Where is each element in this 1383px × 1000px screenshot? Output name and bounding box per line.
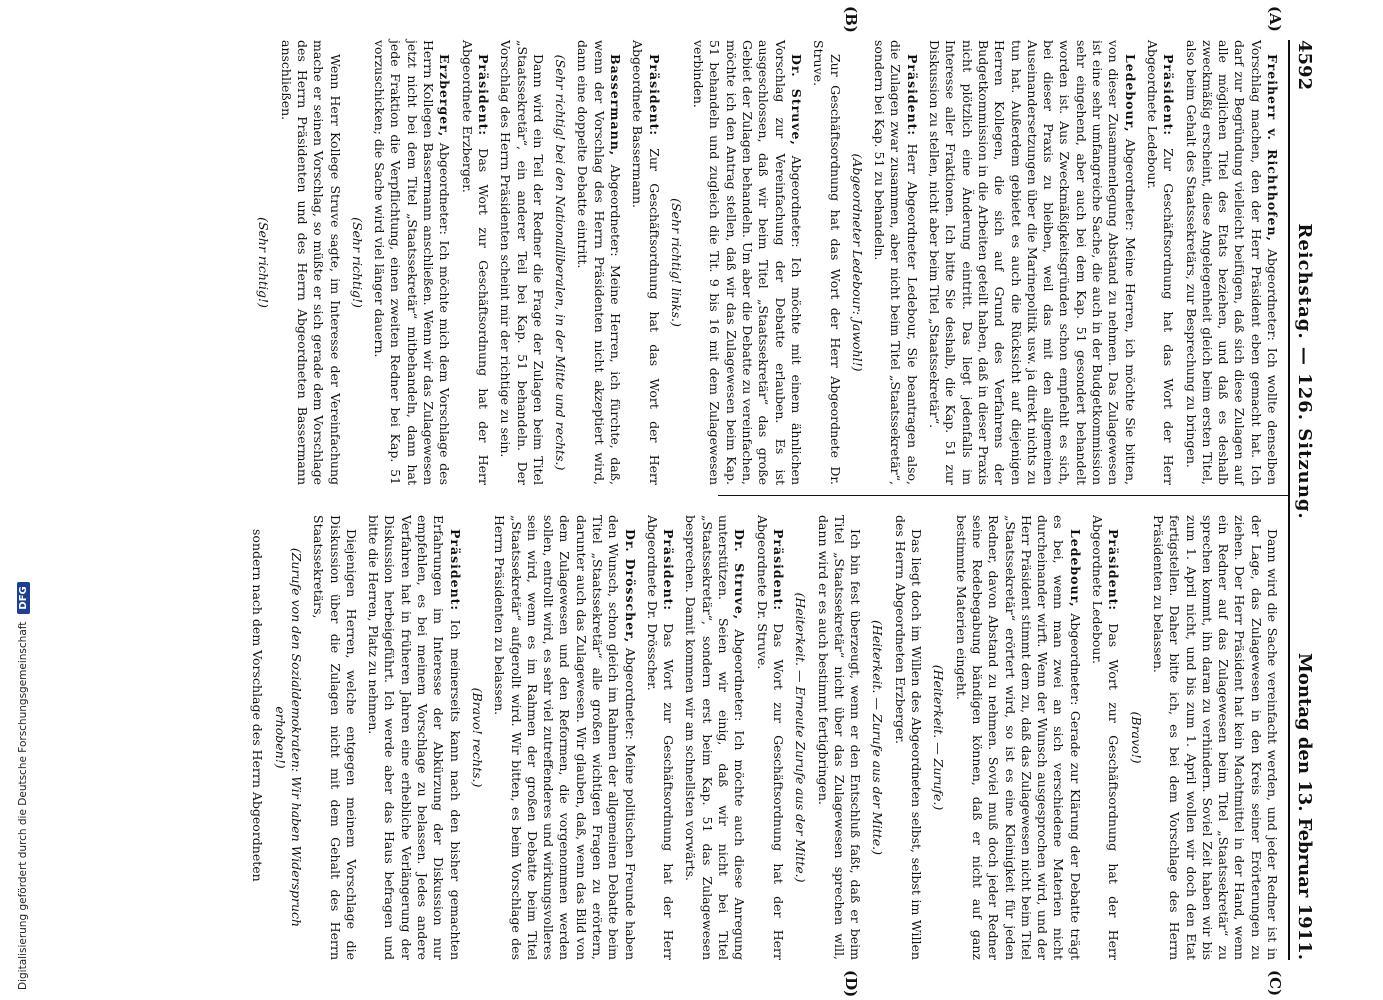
session-date: Montag den 13. Februar 1911. [1294, 652, 1316, 960]
paragraph [1182, 40, 1280, 485]
paragraph [371, 40, 452, 485]
paragraph [891, 515, 924, 960]
paragraph [869, 515, 885, 960]
paragraph [629, 40, 662, 485]
paragraph [952, 515, 1082, 960]
paragraph-text: Das Wort zur Geschäftsordnung hat der Herr Abgeordnete Erzberger. [459, 40, 491, 485]
margin-mark-c: (C) [1266, 970, 1284, 997]
paragraph-text: Wenn Herr Kollege Struve sagte, im Interesse der Vereinfachung mache er seinen Vorschlag, so müßte er sich gerade dem Vorschlage des Herrn Präsidenten und des Herrn Abgeordneten Bassermann anschließen. [278, 40, 343, 485]
margin-mark-b: (B) [842, 6, 860, 33]
paragraph-text: Ich meinerseits kann nach den bisher gemachten Erfahrungen im Interesse der Abkürzung der Diskussion nur empfehlen, es bei meinem Vorschlage zu belassen. Jedes andere Verfahren hat in früheren Jahren eine erhebliche Verlängerung der Diskussion herbeigeführt. Ich werde aber das Haus befragen und bitte die Herren, Platz zu nehmen. [366, 515, 463, 960]
speaker-name: Präsident: [1106, 529, 1122, 612]
page-header [1288, 40, 1320, 960]
speaker-name: Präsident: [1161, 54, 1177, 137]
speaker-name: Präsident: [475, 54, 491, 137]
speaker-name: Ledebour, [1067, 529, 1083, 608]
paragraph-text: Abgeordneter: Ich möchte auch diese Anregung unterstützen. Seien wir einig, daß wir nicht bei Titel „Staatssekretär“, sondern erst beim Kap. 51 das Zulagewesen besprechen. Damit kommen wir am schnellsten vorwärts. [683, 515, 748, 960]
speaker-name: Präsident: [661, 529, 677, 612]
paragraph-text: Das Wort zur Geschäftsordnung hat der Herr Abgeordnete Dr. Drösscher. [644, 515, 677, 960]
paragraph [491, 515, 638, 960]
right-text-column [243, 515, 1280, 960]
credit-text: Digitalisierung gefördert durch die Deutsche Forschungsgemeinschaft [17, 621, 29, 990]
paragraph [310, 515, 359, 960]
paragraph-text: (Bravo!) [1128, 711, 1144, 764]
paragraph [849, 40, 865, 485]
speaker-name: Ledebour, [1122, 54, 1138, 133]
paragraph-text: Abgeordneter: Meine Herren, ich fürchte, daß, wenn der Vorschlag des Herrn Präsidenten nicht akzeptiert wird, dann eine doppelte Debatte eintritt. [575, 40, 624, 485]
paragraph [271, 515, 304, 960]
paragraph [930, 515, 946, 960]
paragraph-text: Abgeordneter: Meine Herren, ich möchte Sie bitten, von dieser Zusammenlegung Abstand zu nehmen. Das Zulagewesen ist eine sehr umfangreiche Sache, die auch in der Budgetkommission sehr eingehend, aber auch bei dem Kap. 51 gesondert behandelt worden ist. Aus Zweckmäßigkeitsgründen schon empfiehlt es sich, bei dieser Praxis zu bleiben, weil das mit den allgemeinen Auseinandersetzungen über die Marinepolitik usw. ja direkt nichts zu tun hat. Außerdem gebietet es auch die Rücksicht auf diejenigen Herren Kollegen, die sich auf Grund des Verfahrens der Budgetkommission in die Arbeiten geteilt haben, daß in dieser Praxis nicht plötzlich eine Änderung eintritt. Das liegt jedenfalls im Interesse aller Fraktionen. Ich bitte Sie deshalb, die Kap. 51 zur Diskussion zu stellen, nicht aber beim Titel „Staatssekretär“. [927, 40, 1138, 485]
speaker-name: Dr. Struve, [732, 529, 748, 621]
paragraph [497, 40, 546, 485]
speaker-name: Erzberger, [437, 54, 453, 138]
paragraph [871, 40, 920, 485]
speaker-name: Freiherr v. Richthofen, [1265, 54, 1280, 242]
paragraph [1127, 515, 1143, 960]
paragraph-text: Das Wort zur Geschäftsordnung hat der Herr Abgeordnete Dr. Struve. [754, 515, 786, 960]
paragraph [814, 515, 863, 960]
paragraph-text: Das Wort zur Geschäftsordnung hat der Herr Abgeordnete Ledebour. [1090, 515, 1122, 960]
paragraph [249, 515, 265, 960]
paragraph [682, 515, 747, 960]
paragraph-text: Ich bin fest überzeugt, wenn er den Entschluß faßt, daß er beim Titel „Staatssekretär“ nicht über das Zulagewesen sprechen will, dann wird er es auch bestimmt fertigbringen. [815, 515, 864, 960]
paragraph-text: (Sehr richtig!) [349, 217, 365, 308]
paragraph [1144, 40, 1177, 485]
paragraph [753, 515, 786, 960]
paragraph-text: (Sehr richtig! links.) [668, 198, 684, 327]
paragraph-text: (Zurufe von den Sozialdemokraten: Wir haben Widerspruch erhoben!) [272, 547, 304, 928]
paragraph-text: Abgeordneter: Meine politischen Freunde haben den Wunsch, schon gleich im Rahmen der allgemeinen Debatte beim Titel „Staatssekretär“ alle großen wichtigen Fragen zu erörtern, darunter auch das Zulagewesen. Wir glauben, daß, wenn das Bild von dem Zulagewesen und den Reformen, die vorgenommen werden sollen, entrollt wird, es sehr viel zutreffenderes und wirkungsvolleres sein wird, wenn es im Rahmen der großen Debatte beim Titel „Staatssekretär“ aufgerollt wird. Wir bitten, es beim Vorschlage des Herrn Präsidenten zu belassen. [492, 515, 638, 960]
dfg-logo: DFG [17, 582, 30, 613]
speaker-name: Präsident: [447, 529, 463, 612]
paragraph-text: Abgeordneter: Ich möchte mit einem ähnlichen Vorschlag zur Vereinfachung der Debatte erlauben. Es ist ausgeschlossen, daß wir beim Titel „Staatssekretär“ das große Gebiet der Zulagen behandeln. Um aber die Debatte zu vereinfachen, möchte ich den Antrag stellen, daß wir das Zulagewesen beim Kap. 51 behandeln und zugleich die Tit. 9 bis 16 mit dem Zulagewesen verbinden. [691, 40, 804, 486]
paragraph [469, 515, 485, 960]
paragraph-text: (Heiterkeit. — Zurufe aus der Mitte.) [870, 619, 886, 856]
paragraph-text: (Bravo! rechts.) [469, 687, 485, 788]
paragraph [365, 515, 463, 960]
margin-mark-a: (A) [1266, 6, 1284, 32]
paragraph-text: Diejenigen Herren, welche entgegen meinem Vorschlage die Diskussion über die Zulagen nicht mit dem Gehalt des Herrn Staatssekretärs, [311, 515, 359, 960]
paragraph [810, 40, 843, 485]
paragraph [644, 515, 677, 960]
speaker-name: Präsident: [646, 54, 662, 137]
paragraph-text: Abgeordneter: Ich wollte denselben Vorschlag machen, den der Herr Präsident eben gemacht hat. Ich darf zur Begründung vielleicht beifügen, daß sich diese Zulagen auf alle möglichen Titel des Etats beziehen, und daß es deshalb zweckmäßig erscheint, diese Angelegenheit gleich beim ersten Titel, also beim Gehalt des Staatssekretärs, zur Besprechung zu bringen. [1183, 40, 1280, 485]
paragraph-text: (Heiterkeit. — Erneute Zurufe aus der Mitte.) [793, 592, 809, 883]
digitization-credit [14, 0, 32, 990]
paragraph [1089, 515, 1122, 960]
paragraph-text: Abgeordneter: Ich möchte mich dem Vorschlage des Herrn Kollegen Bassermann anschließen. Wenn wir das Zulagewesen jetzt nicht bei dem Titel „Staatssekretär“ mitbehandeln, dann hat jede Fraktion die Verpflichtung, einen zweiten Redner bei Kap. 51 vorzuschicken; die Sache wird viel länger dauern. [372, 40, 453, 485]
paragraph [277, 40, 342, 485]
speaker-name: Bassermann, [608, 54, 624, 157]
paragraph-text: (Sehr richtig!) [256, 217, 272, 308]
paragraph-text: (Abgeordneter Ledebour: Jawohl!) [849, 153, 865, 372]
speaker-name: Präsident: [904, 54, 920, 137]
left-text-column [249, 40, 1280, 485]
paragraph-text: Zur Geschäftsordnung hat das Wort der Herr Abgeordnete Dr. Struve. [811, 40, 843, 485]
paragraph-text: (Sehr richtig! bei den Nationalliberalen, in der Mitte und rechts.) [553, 54, 569, 471]
paragraph-text: sondern nach dem Vorschlage des Herrn Abgeordneten [250, 529, 266, 882]
paragraph-text: Dann wird ein Teil der Redner die Frage der Zulagen beim Titel „Staatssekretär“, ein anderer Teil bei Kap. 51 behandeln. Der Vorschlag des Herrn Präsidenten scheint mir der richtige zu sein. [498, 40, 546, 485]
paragraph-text: Das liegt doch im Willen des Abgeordneten selbst, selbst im Willen des Herrn Abgeordneten Erzberger. [892, 515, 925, 960]
paragraph [458, 40, 491, 485]
speaker-name: Dr. Drösscher, [622, 529, 638, 644]
session-title: Reichstag. — 126. Sitzung. [1294, 223, 1316, 520]
paragraph [926, 40, 1138, 485]
rotated-page-content [90, 6, 1320, 998]
paragraph [668, 40, 684, 485]
paragraph-text: Herr Abgeordneter Ledebour, Sie beantragen also, die Zulagen zwar zusammen, aber nicht beim Titel „Staatssekretär“, sondern bei Kap. 51 zu behandeln. [872, 40, 920, 485]
paragraph-text: (Heiterkeit. — Zurufe.) [931, 664, 947, 811]
paragraph [255, 40, 271, 485]
paragraph [574, 40, 623, 485]
paragraph-text: Zur Geschäftsordnung hat das Wort der Herr Abgeordnete Ledebour. [1144, 40, 1177, 485]
margin-mark-d: (D) [842, 970, 860, 998]
paragraph-text: Dann wird die Sache vereinfacht werden, und jeder Redner ist in der Lage, das Zulagewesen in den Kreis seiner Erörterungen zu ziehen. Der Herr Präsident hat kein Machtmittel in der Hand, wenn ein Redner auf das Zulagewesen beim Titel „Staatssekretär“ zu sprechen kommt, ihn daran zu verhindern. Soviel Zeit haben wir bis zum 1. April nicht, und bis zum 1. April wollen wir doch den Etat fertigstellen. Daher bitte ich, es bei dem Vorschlage des Herrn Präsidenten zu belassen. [1150, 515, 1280, 960]
paragraph-text: Abgeordneter: Gerade zur Klärung der Debatte trägt es bei, wenn man zwei an sich verschiedene Materien nicht durcheinander wirft. Wenn der Wunsch ausgesprochen wird, und der Herr Präsident stimmt dem zu, daß das Zulagewesen nicht beim Titel „Staatssekretär“ erörtert wird, so ist es eine Kleinigkeit für jeden Redner, davon Abstand zu nehmen. Soviel muß doch jeder Redner seine Redebegabung bändigen können, daß er nicht auf ganz bestimmte Materien eingeht. [953, 515, 1083, 960]
paragraph [552, 40, 568, 485]
paragraph [1150, 515, 1280, 960]
speaker-name: Präsident: [770, 529, 786, 612]
speaker-name: Dr. Struve, [788, 54, 804, 146]
paragraph [690, 40, 804, 485]
paragraph [792, 515, 808, 960]
column-divider [718, 495, 1288, 496]
paragraph-text: Zur Geschäftsordnung hat das Wort der Herr Abgeordnete Bassermann. [630, 40, 662, 485]
paragraph [349, 40, 365, 485]
page-number: 4592 [1294, 40, 1316, 91]
